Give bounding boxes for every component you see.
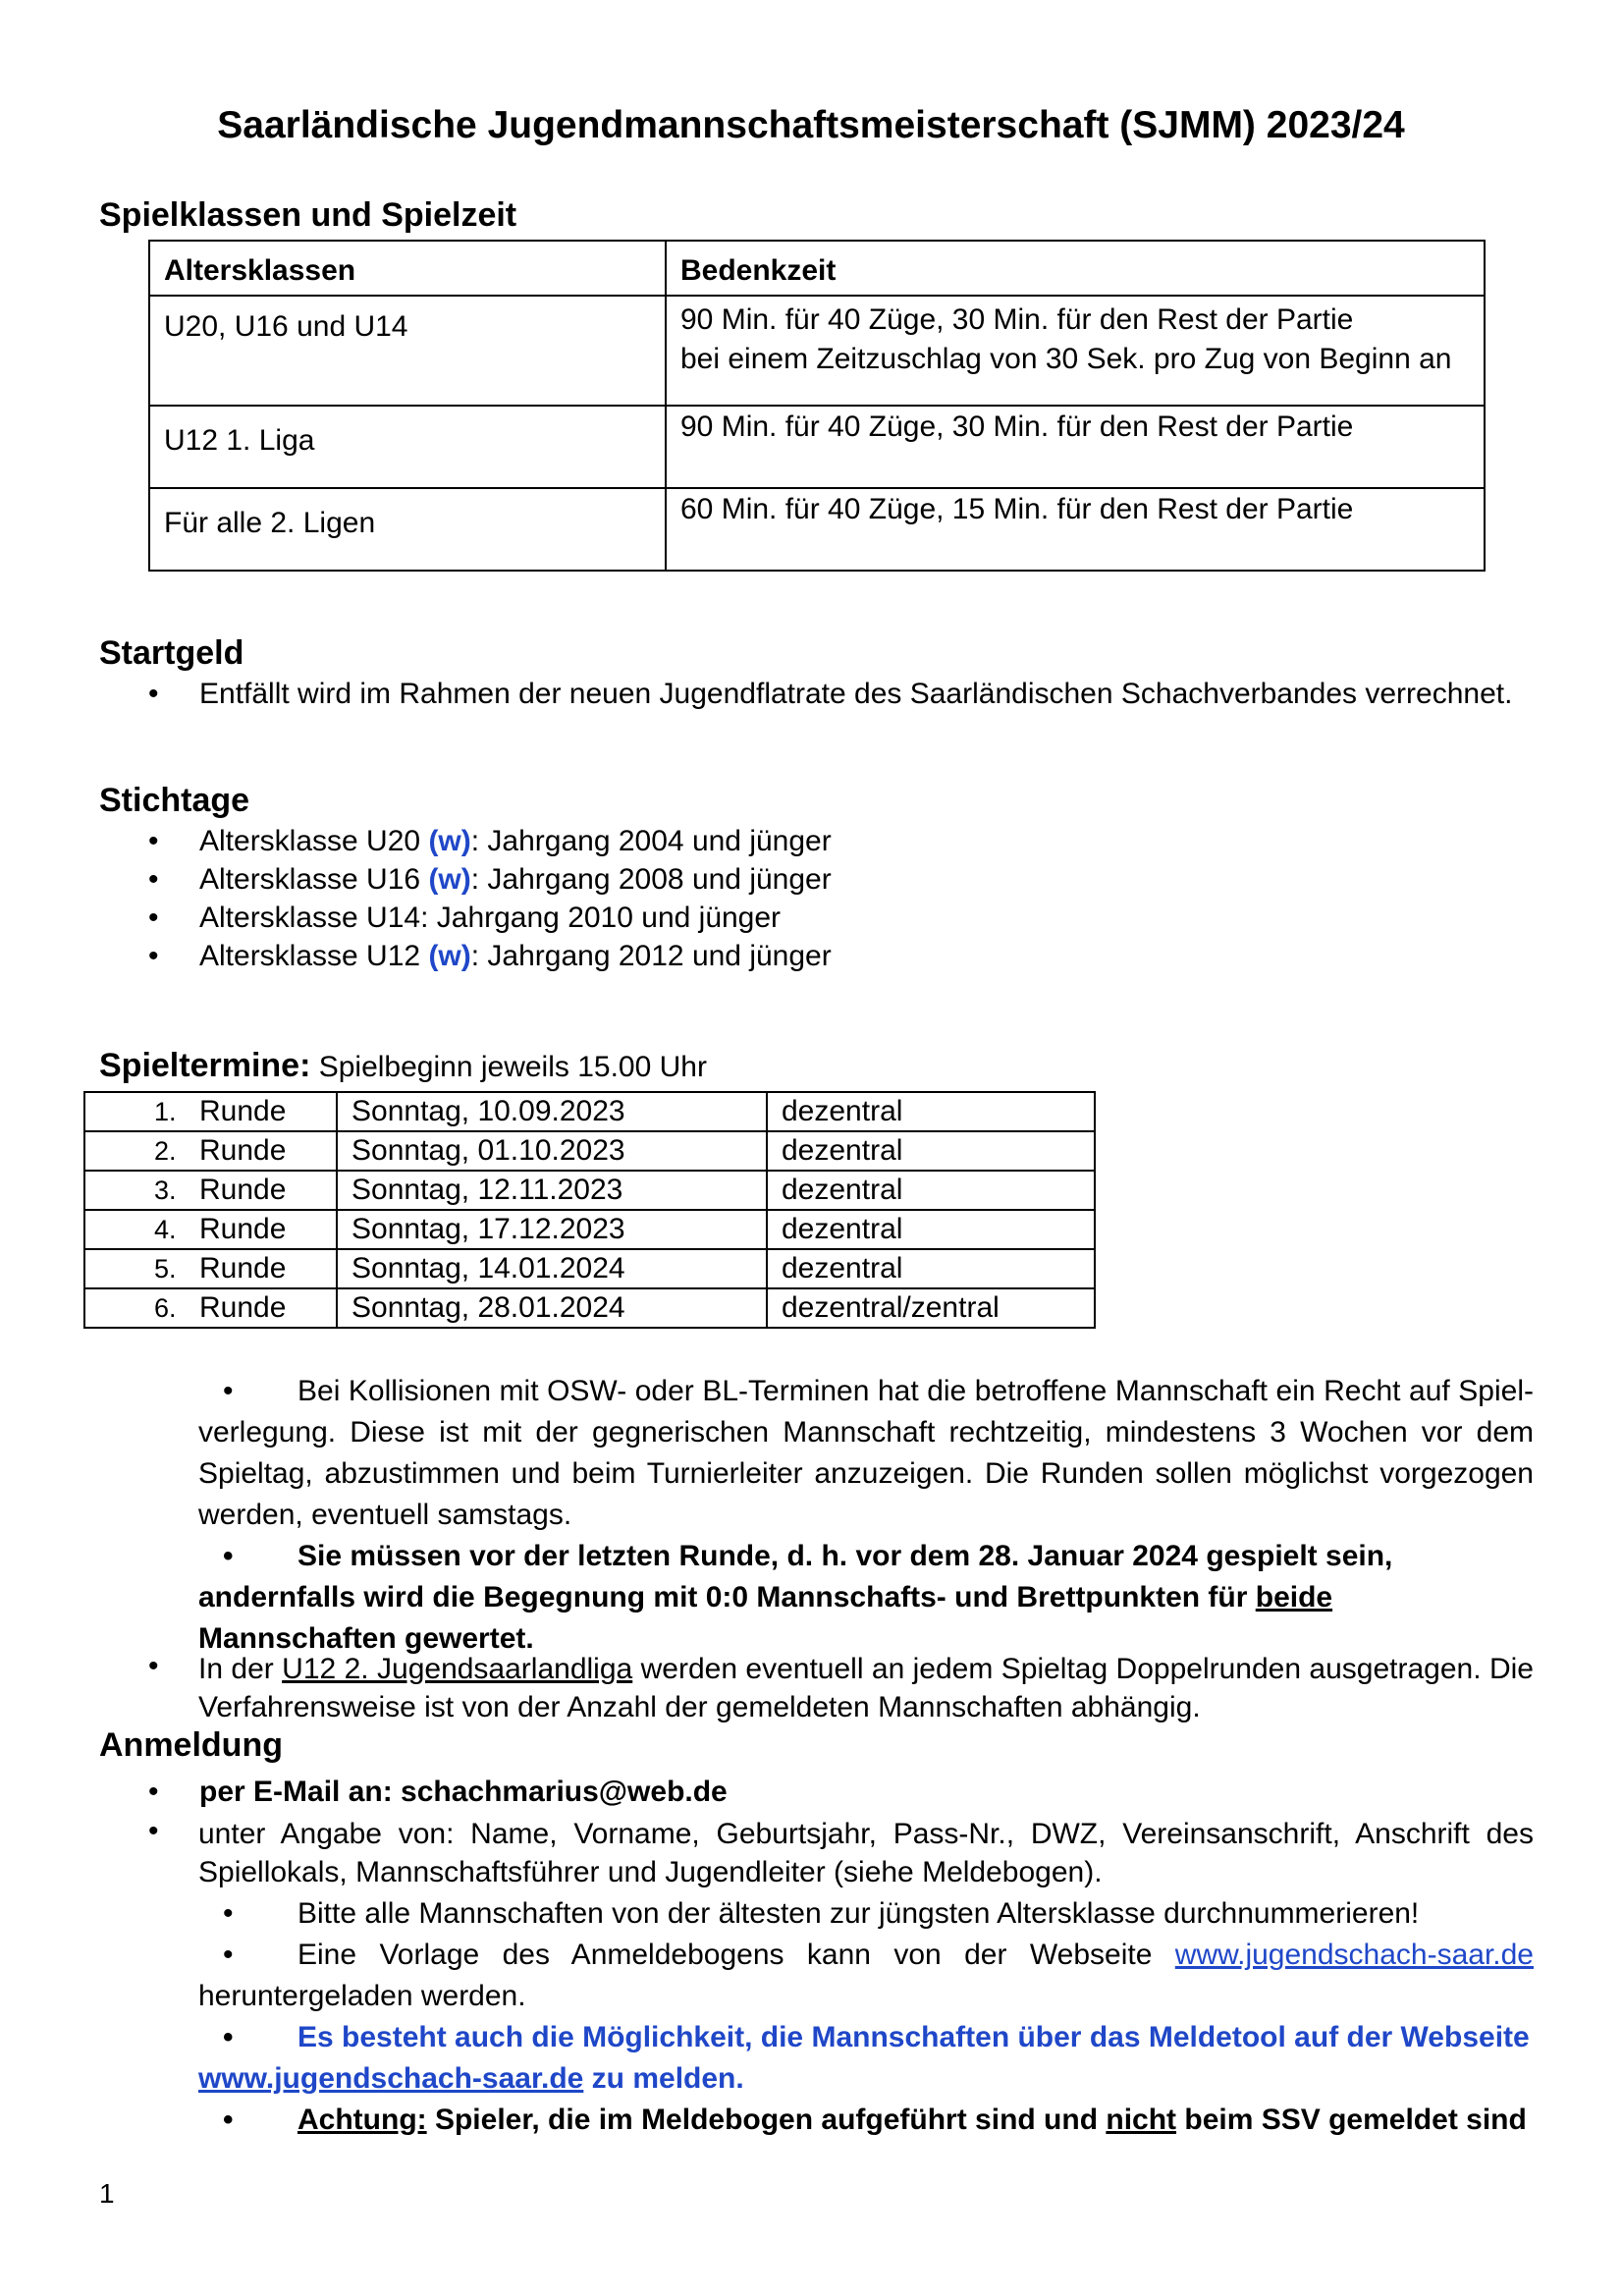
heading-spieltermine: Spieltermine: Spielbeginn jeweils 15.00 Uhr	[99, 1047, 707, 1084]
heading-spielklassen: Spielklassen und Spielzeit	[99, 196, 517, 234]
gender-tag: (w)	[428, 940, 471, 972]
table-header: Altersklassen	[149, 241, 666, 296]
website-link[interactable]: www.jugendschach-saar.de	[1174, 1939, 1534, 1971]
anmeldung-angabe: unter Angabe von: Name, Vorname, Geburtsjahr, Pass-Nr., DWZ, Vereinsanschrift, Anschrift des Spiellokals, Mannschaftsführer und Jugendleiter (siehe Meldebogen).	[198, 1818, 1534, 1888]
gender-tag: (w)	[428, 825, 471, 857]
table-row: 6. Runde Sonntag, 28.01.2024 dezentral/zentral	[84, 1288, 1095, 1328]
table-row	[149, 488, 1485, 571]
table-header: Bedenkzeit	[666, 241, 1485, 296]
table-row: 5. Runde Sonntag, 14.01.2024 dezentral	[84, 1249, 1095, 1288]
anmeldung-hinweis-achtung: • Achtung: Spieler, die im Meldebogen aufgeführt sind und nicht beim SSV gemeldet sind	[198, 2104, 1527, 2136]
spieltermine-table	[83, 1091, 1096, 1329]
bullet-icon: •	[148, 678, 159, 710]
page-title: Saarländische Jugendmannschaftsmeisterschaft (SJMM) 2023/24	[217, 104, 1405, 146]
table-cell: Für alle 2. Ligen	[149, 488, 666, 571]
bullet-icon: •	[148, 863, 159, 896]
anmeldung-hinweis-meldetool: • Es besteht auch die Möglichkeit, die Mannschaften über das Meldetool auf der Webseite www.jugendschach-saar.de zu melden.	[198, 2021, 1530, 2095]
hinweis-termin: • Sie müssen vor der letzten Runde, d. h. vor dem 28. Januar 2024 gespielt sein, andernfalls wird die Begegnung mit 0:0 Mannschafts- und Brettpunkten für beide Mannschaften gewertet.	[198, 1540, 1393, 1655]
bullet-icon: •	[148, 1815, 159, 1847]
bullet-icon: •	[148, 902, 159, 934]
startgeld-text: Entfällt wird im Rahmen der neuen Jugendflatrate des Saarländischen Schachverbandes verrechnet.	[199, 678, 1513, 710]
table-cell: U12 1. Liga	[149, 406, 666, 488]
hinweis-kollision: • Bei Kollisionen mit OSW- oder BL-Terminen hat die betroffene Mannschaft ein Recht auf Spiel-verlegung. Diese ist mit der gegnerischen Mannschaft rechtzeitig, mindestens 3 Wochen vor dem Spieltag, abzustimmen und beim Turnierleiter anzuzeigen. Die Runden sollen möglichst vorgezogen werden, eventuell samstags.	[198, 1375, 1534, 1531]
bedenkzeit-line: bei einem Zeitzuschlag von 30 Sek. pro Zug von Beginn an	[680, 343, 1452, 375]
hinweis-doppelrunden: In der U12 2. Jugendsaarlandliga werden eventuell an jedem Spieltag Doppelrunden ausgetragen. Die Verfahrensweise ist von der Anzahl der gemeldeten Mannschaften abhängig.	[198, 1653, 1534, 1723]
gender-tag: (w)	[428, 863, 471, 896]
anmeldung-hinweis-vorlage: • Eine Vorlage des Anmeldebogens kann von der Webseite www.jugendschach-saar.de heruntergeladen werden.	[198, 1939, 1534, 2012]
spielklassen-table	[148, 240, 1486, 572]
table-cell: 60 Min. für 40 Züge, 15 Min. für den Rest der Partie	[666, 488, 1485, 571]
document-page: Saarländische Jugendmannschaftsmeisterschaft (SJMM) 2023/24 Spielklassen und Spielzeit Altersklassen Bedenkzeit U20, U16 und U14 90 Min. für 40 Züge, 30 Min. für den Rest der Partie bei einem Zeitzuschlag von 30 Sek. pro Zug von Beginn an U12 1. Liga 90 Min. für 40 Züge, 30 Min. für den Rest der Partie Für alle 2. Ligen 60 Min. für 40 Züge, 15 Min. für den Rest der Partie Startgeld • Entfällt wird im Rahmen der neuen Jugendflatrate des Saarländischen Schachverbandes verrechnet. Stichtage • Altersklasse U20 (w): Jahrgang 2004 und jünger • Altersklasse U16 (w): Jahrgang 2008 und jünger • Altersklasse U14: Jahrgang 2010 und jünger • Altersklasse U12 (w): Jahrgang 2012 und jünger Spieltermine: Spielbeginn jeweils 15.00 Uhr 1. Runde Sonntag, 10.09.2023 dezentral 2. Runde Sonntag, 01.10.2023 dezentral 3. Runde Sonntag, 12.11.2023 dezentral 4. Runde Sonntag, 17.12.2023 dezentral 5. Runde Sonntag, 14.01.2024 dezentral 6. Runde Sonntag, 28.01.2024 dezentral/zentral • Bei Kollisionen mit OSW- oder BL-Terminen hat die betroffene Mannschaft ein Recht auf Spiel-verlegung. Diese ist mit der gegnerischen Mannschaft rechtzeitig, mindestens 3 Wochen vor dem Spieltag, abzustimmen und beim Turnierleiter anzuzeigen. Die Runden sollen möglichst vorgezogen werden, eventuell samstags. • Sie müssen vor der letzten Runde, d. h. vor dem 28. Januar 2024 gespielt sein, andernfalls wird die Begegnung mit 0:0 Mannschafts- und Brettpunkten für beide Mannschaften gewertet. • In der U12 2. Jugendsaarlandliga werden eventuell an jedem Spieltag Doppelrunden ausgetragen. Die Verfahrensweise ist von der Anzahl der gemeldeten Mannschaften abhängig. Anmeldung • per E-Mail an: schachmarius@web.de • unter Angabe von: Name, Vorname, Geburtsjahr, Pass-Nr., DWZ, Vereinsanschrift, Anschrift des Spiellokals, Mannschaftsführer und Jugendleiter (siehe Meldebogen). • Bitte alle Mannschaften von der ältesten zur jüngsten Altersklasse durchnummerieren! • Eine Vorlage des Anmeldebogens kann von der Webseite www.jugendschach-saar.de heruntergeladen werden. • Es besteht auch die Möglichkeit, die Mannschaften über das Meldetool auf der Webseite www.jugendschach-saar.de zu melden. • Achtung: Spieler, die im Meldebogen aufgeführt sind und nicht beim SSV gemeldet sind 1	[0, 0, 1622, 2296]
table-row	[149, 296, 1485, 406]
table-cell: U20, U16 und U14	[149, 296, 666, 406]
bullet-icon: •	[148, 1650, 159, 1682]
table-row: 2. Runde Sonntag, 01.10.2023 dezentral	[84, 1131, 1095, 1171]
heading-stichtage: Stichtage	[99, 782, 250, 819]
table-cell	[666, 296, 1485, 406]
website-link[interactable]: www.jugendschach-saar.de	[198, 2062, 584, 2095]
heading-startgeld: Startgeld	[99, 634, 244, 672]
table-row: 3. Runde Sonntag, 12.11.2023 dezentral	[84, 1171, 1095, 1210]
anmeldung-hinweis-nummerierung: • Bitte alle Mannschaften von der ältesten zur jüngsten Altersklasse durchnummerieren!	[198, 1897, 1420, 1930]
table-row	[149, 406, 1485, 488]
bullet-icon: •	[148, 1776, 159, 1808]
bullet-icon: •	[148, 825, 159, 857]
heading-anmeldung: Anmeldung	[99, 1726, 283, 1764]
bedenkzeit-line: 90 Min. für 40 Züge, 30 Min. für den Rest der Partie	[680, 303, 1354, 336]
table-row: 4. Runde Sonntag, 17.12.2023 dezentral	[84, 1210, 1095, 1249]
bullet-icon: •	[148, 940, 159, 972]
table-cell: 90 Min. für 40 Züge, 30 Min. für den Rest der Partie	[666, 406, 1485, 488]
page-number: 1	[99, 2178, 115, 2209]
table-row: 1. Runde Sonntag, 10.09.2023 dezentral	[84, 1092, 1095, 1131]
